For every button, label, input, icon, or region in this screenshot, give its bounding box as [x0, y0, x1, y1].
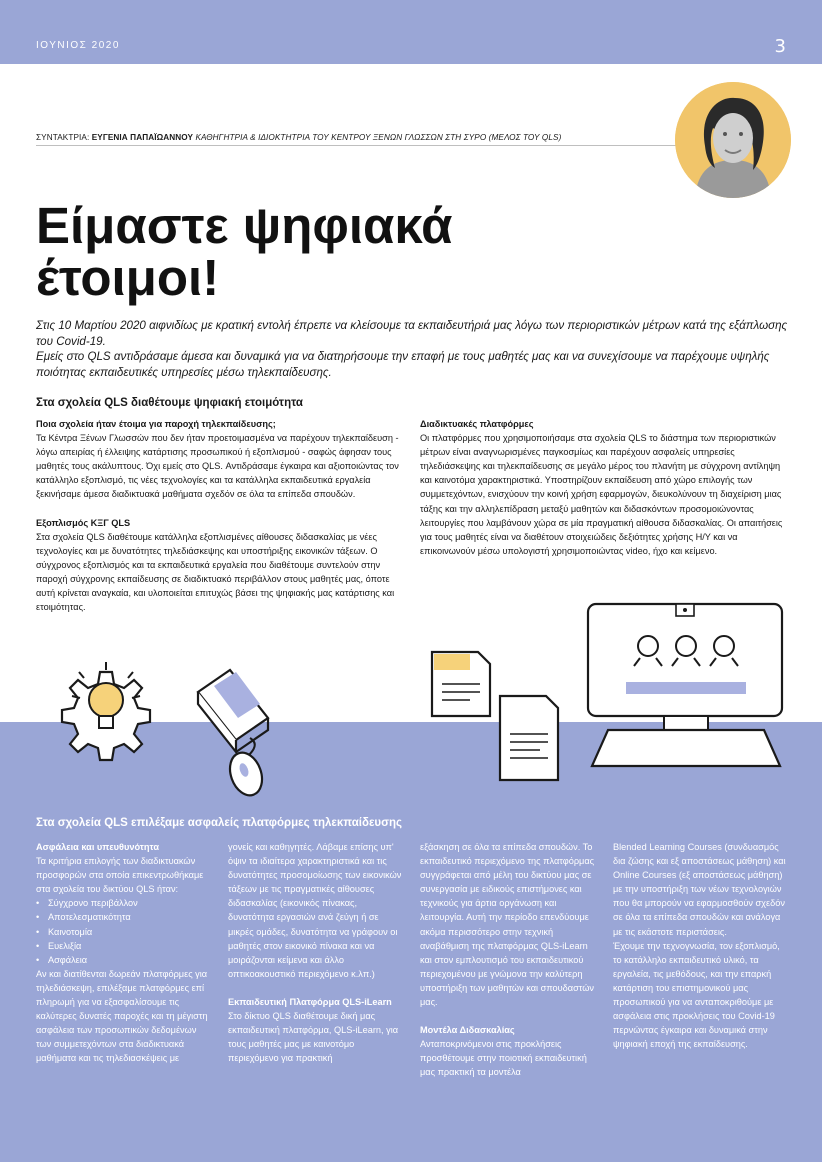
paragraph-paid-platforms: Αν και διατίθενται δωρεάν πλατφόρμες για τηλεδιάσκεψη, επιλέξαμε πλατφόρμες επί πληρωμή για να εξασφαλίσουμε τις καλύτερες δυνατές παροχές και τη μέγιστη ασφάλεια των προσωπικών δεδομένων των συμμετεχόντων στα διαδικτυακά μαθήματα και τις τηλεδιασκέψεις με	[36, 968, 208, 1064]
paragraph-virtual-classes: γονείς και καθηγητές. Λάβαμε επίσης υπ' όψιν τα ιδιαίτερα χαρακτηριστικά και τις δυνατότητες προσομοίωσης των εικονικών τάξεων με τις πραγματικές αίθουσες διδασκαλίας (εικονικός πίνακας, δυνατότητα εργασιών ανά ζεύγη ή σε μικρές ομάδες, δυνατότητα να γράφουν οι μαθητές στον εικονικό πίνακα και να μοιράζονται κείμενα και άλλο οπτικοακουστικό περιεχόμενο κ.λπ.)	[228, 842, 402, 979]
subheading-teaching-models: Μοντέλα Διδασκαλίας	[420, 1025, 515, 1036]
subheading-safety: Ασφάλεια και υπευθυνότητα	[36, 842, 160, 852]
byline	[36, 133, 561, 142]
paragraph-ready-schools: Τα Κέντρα Ξένων Γλωσσών που δεν ήταν προετοιμασμένα να παρέχουν τηλεκπαίδευση - λόγω απειρίας ή έλλειψης κατάρτισης προσωπικού ή εξοπλισμού - σαφώς άφησαν τους μαθητές τους ακάλυπτους. Όχι εμείς στο QLS. Αντιδράσαμε έγκαιρα και αξιοποιώντας τον κατάλληλο εξοπλισμό, τις νέες τεχνολογίες και τα κατάλληλα εκπαιδευτικά εργαλεία ξεκινήσαμε άμεσα διαδικτυακά μαθήματα σχεδόν σε όλα τα επίπεδα σπουδών.	[36, 433, 399, 500]
article-title	[36, 197, 596, 306]
lightbulb-gear-icon	[62, 662, 150, 760]
author-portrait	[675, 82, 791, 198]
title-line-2: έτοιμοι!	[36, 249, 220, 306]
issue-month: ΙΟΥΝΙΟΣ 2020	[36, 40, 120, 51]
section2-column-3	[420, 840, 596, 1080]
subheading-equipment: Εξοπλισμός ΚΞΓ QLS	[36, 517, 131, 528]
title-line-1: Είμαστε ψηφιακά	[36, 197, 453, 254]
criteria-bullet: • Καινοτομία	[36, 925, 212, 939]
lead-paragraph	[36, 318, 788, 380]
section2-column-1	[36, 840, 212, 1066]
paragraph-criteria-intro: Τα κριτήρια επιλογής των διαδικτυακών προσφορών στα οποία επικεντρωθήκαμε στα σχολεία του δικτύου QLS ήταν:	[36, 856, 204, 895]
paragraph-platform-content: εξάσκηση σε όλα τα επίπεδα σπουδών. Το εκπαιδευτικό περιεχόμενο της πλατφόρμας συγγράφεται από μέλη του δικτύου μας σε συνεργασία με ειδικούς επιστήμονες και τεχνικούς για άρτια οργάνωση και λειτουργία. Αυτή την περίοδο επενδύουμε ακόμα περισσότερο στην τεχνική αναβάθμιση της πλατφόρμας QLS-iLearn και στον εμπλουτισμό του εκπαιδευτικού περιεχομένου με γνώμονα την καλύτερη υποστήριξη των μαθητών και σπουδαστών μας.	[420, 842, 595, 1008]
section1-left-column	[36, 417, 404, 628]
paragraph-qls-ilearn: Στο δίκτυο QLS διαθέτουμε δική μας εκπαιδευτική πλατφόρμα, QLS-iLearn, για τους μαθητές μας με καινοτόμο περιεχόμενο για πρακτική	[228, 1011, 399, 1064]
byline-name: ΕΥΓΕΝΙΑ ΠΑΠΑΪΩΑΝΝΟΥ	[91, 133, 194, 142]
byline-description: ΚΑΘΗΓΗΤΡΙΑ & ΙΔΙΟΚΤΗΤΡΙΑ ΤΟΥ ΚΕΝΤΡΟΥ ΞΕΝΩΝ ΓΛΩΣΣΩΝ ΣΤΗ ΣΥΡΟ (ΜΕΛΟΣ ΤΟΥ QLS)	[195, 133, 562, 142]
paragraph-equipment: Στα σχολεία QLS διαθέτουμε κατάλληλα εξοπλισμένες αίθουσες διδασκαλίας με νέες τεχνολογίες και με δυνατότητες τηλεδιάσκεψης και υποστήριξης εικονικών τάξεων. Ο σύγχρονος εξοπλισμός και τα εκπαιδευτικά εργαλεία που διαθέτουμε συντελούν στην παροχή σύγχρονης εκπαίδευσης σε διαδικτυακό περιβάλλον στους μαθητές μας, όποτε αυτή κρίνεται αναγκαία, και υλοποιείται επιτυχώς βάσει της ψηφιακής μας κατάρτισης και ετοιμότητας.	[36, 531, 395, 613]
subheading-online-platforms: Διαδικτυακές πλατφόρμες	[420, 419, 534, 429]
subheading-ready-schools: Ποια σχολεία ήταν έτοιμα για παροχή τηλεκπαίδευσης;	[36, 419, 276, 429]
section2-column-2	[228, 840, 402, 1065]
section-heading-secure-platforms: Στα σχολεία QLS επιλέξαμε ασφαλείς πλατφόρμες τηλεκπαίδευσης	[36, 817, 402, 829]
portrait-avatar-icon	[675, 82, 791, 198]
paragraph-teaching-models: Ανταποκρινόμενοι στις προκλήσεις προσθέτουμε στην ποιοτική εκπαιδευτική μας πρακτική τα μοντέλα	[420, 1039, 587, 1078]
criteria-bullet: • Αποτελεσματικότητα	[36, 910, 212, 924]
byline-role: ΣΥΝΤΑΚΤΡΙΑ:	[36, 133, 90, 142]
criteria-bullet: • Σύγχρονο περιβάλλον	[36, 896, 212, 910]
illustration-strip	[0, 600, 822, 800]
documents-icon	[432, 652, 558, 780]
lead-text-1: Στις 10 Μαρτίου 2020 αιφνιδίως με κρατική εντολή έπρεπε να κλείσουμε τα εκπαιδευτήριά μας λόγω των περιοριστικών μέτρων κατά της εξάπλωσης του Covid-19.	[36, 319, 788, 348]
computer-monitor-icon	[588, 604, 782, 766]
page-number: 3	[774, 36, 786, 57]
lead-text-2: Εμείς στο QLS αντιδράσαμε άμεσα και δυναμικά για να διατηρήσουμε την επαφή με τους μαθητές μας και να συνεχίσουμε να παρέχουμε υψηλής ποιότητας εκπαιδευτικές υπηρεσίες μέσω τηλεκπαίδευσης.	[36, 350, 770, 379]
byline-divider	[36, 145, 686, 146]
subheading-qls-ilearn: Εκπαιδευτική Πλατφόρμα QLS-iLearn	[228, 996, 392, 1007]
top-header-bar	[0, 0, 822, 64]
section2-column-4	[613, 840, 789, 1051]
criteria-bullet: • Ασφάλεια	[36, 953, 212, 967]
paragraph-online-platforms: Οι πλατφόρμες που χρησιμοποιήσαμε στα σχολεία QLS το διάστημα των περιοριστικών μέτρων είναι αναγνωρισμένες παγκοσμίως και παρέχουν ασφαλείς υπηρεσίες τηλεδιάσκεψης και τηλεκπαίδευσης σε μεγάλο μέρος του πλανήτη με σύγχρονη αντίληψη και καινοτόμα χαρακτηριστικά. Υποστηρίζουν εκπαίδευση από χώρο επιλογής των συμμετεχόντων, ενισχύουν την κοινή χρήση εφαρμογών, διευκολύνουν τη διαχείριση μιας τάξης και την αλληλεπίδραση μεταξύ μαθητών και διδασκόντων προσομοιώνοντας λειτουργίες που λαμβάνουν χώρα σε μία πραγματική αίθουσα διδασκαλίας. Οι απαιτήσεις για τους μαθητές είναι να διαθέτουν στοιχειώδεις δεξιότητες χρήσης Η/Υ και να επικοινωνούν μέσω υπολογιστή χρησιμοποιώντας video, ήχο και κείμενο.	[420, 433, 783, 556]
criteria-bullet: • Ευελιξία	[36, 939, 212, 953]
book-mouse-icon	[198, 670, 268, 800]
section1-right-column	[420, 417, 788, 572]
paragraph-blended-learning: Blended Learning Courses (συνδυασμός δια ζώσης και εξ αποστάσεως μάθηση) και Online Courses (εξ αποστάσεως μάθηση) με την υποστήριξη των νέων τεχνολογιών που θα μπορούν να εφαρμοσθούν σχεδόν σε όλα τα επίπεδα σπουδών και ανάλογα με τις εκάστοτε περιστάσεις.	[613, 842, 786, 937]
paragraph-know-how: Έχουμε την τεχνογνωσία, τον εξοπλισμό, το κατάλληλο εκπαιδευτικό υλικό, τα εργαλεία, τις μεθόδους, και την επαρκή κατάρτιση του επιστημονικού μας προσωπικού για να ανταποκριθούμε με ασφάλεια στις προκλήσεις του Covid-19 περνώντας έγκαιρα και δυναμικά στην ψηφιακή εποχή της εκπαίδευσης.	[613, 940, 780, 1050]
section-heading-digital-readiness: Στα σχολεία QLS διαθέτουμε ψηφιακή ετοιμότητα	[36, 397, 303, 409]
